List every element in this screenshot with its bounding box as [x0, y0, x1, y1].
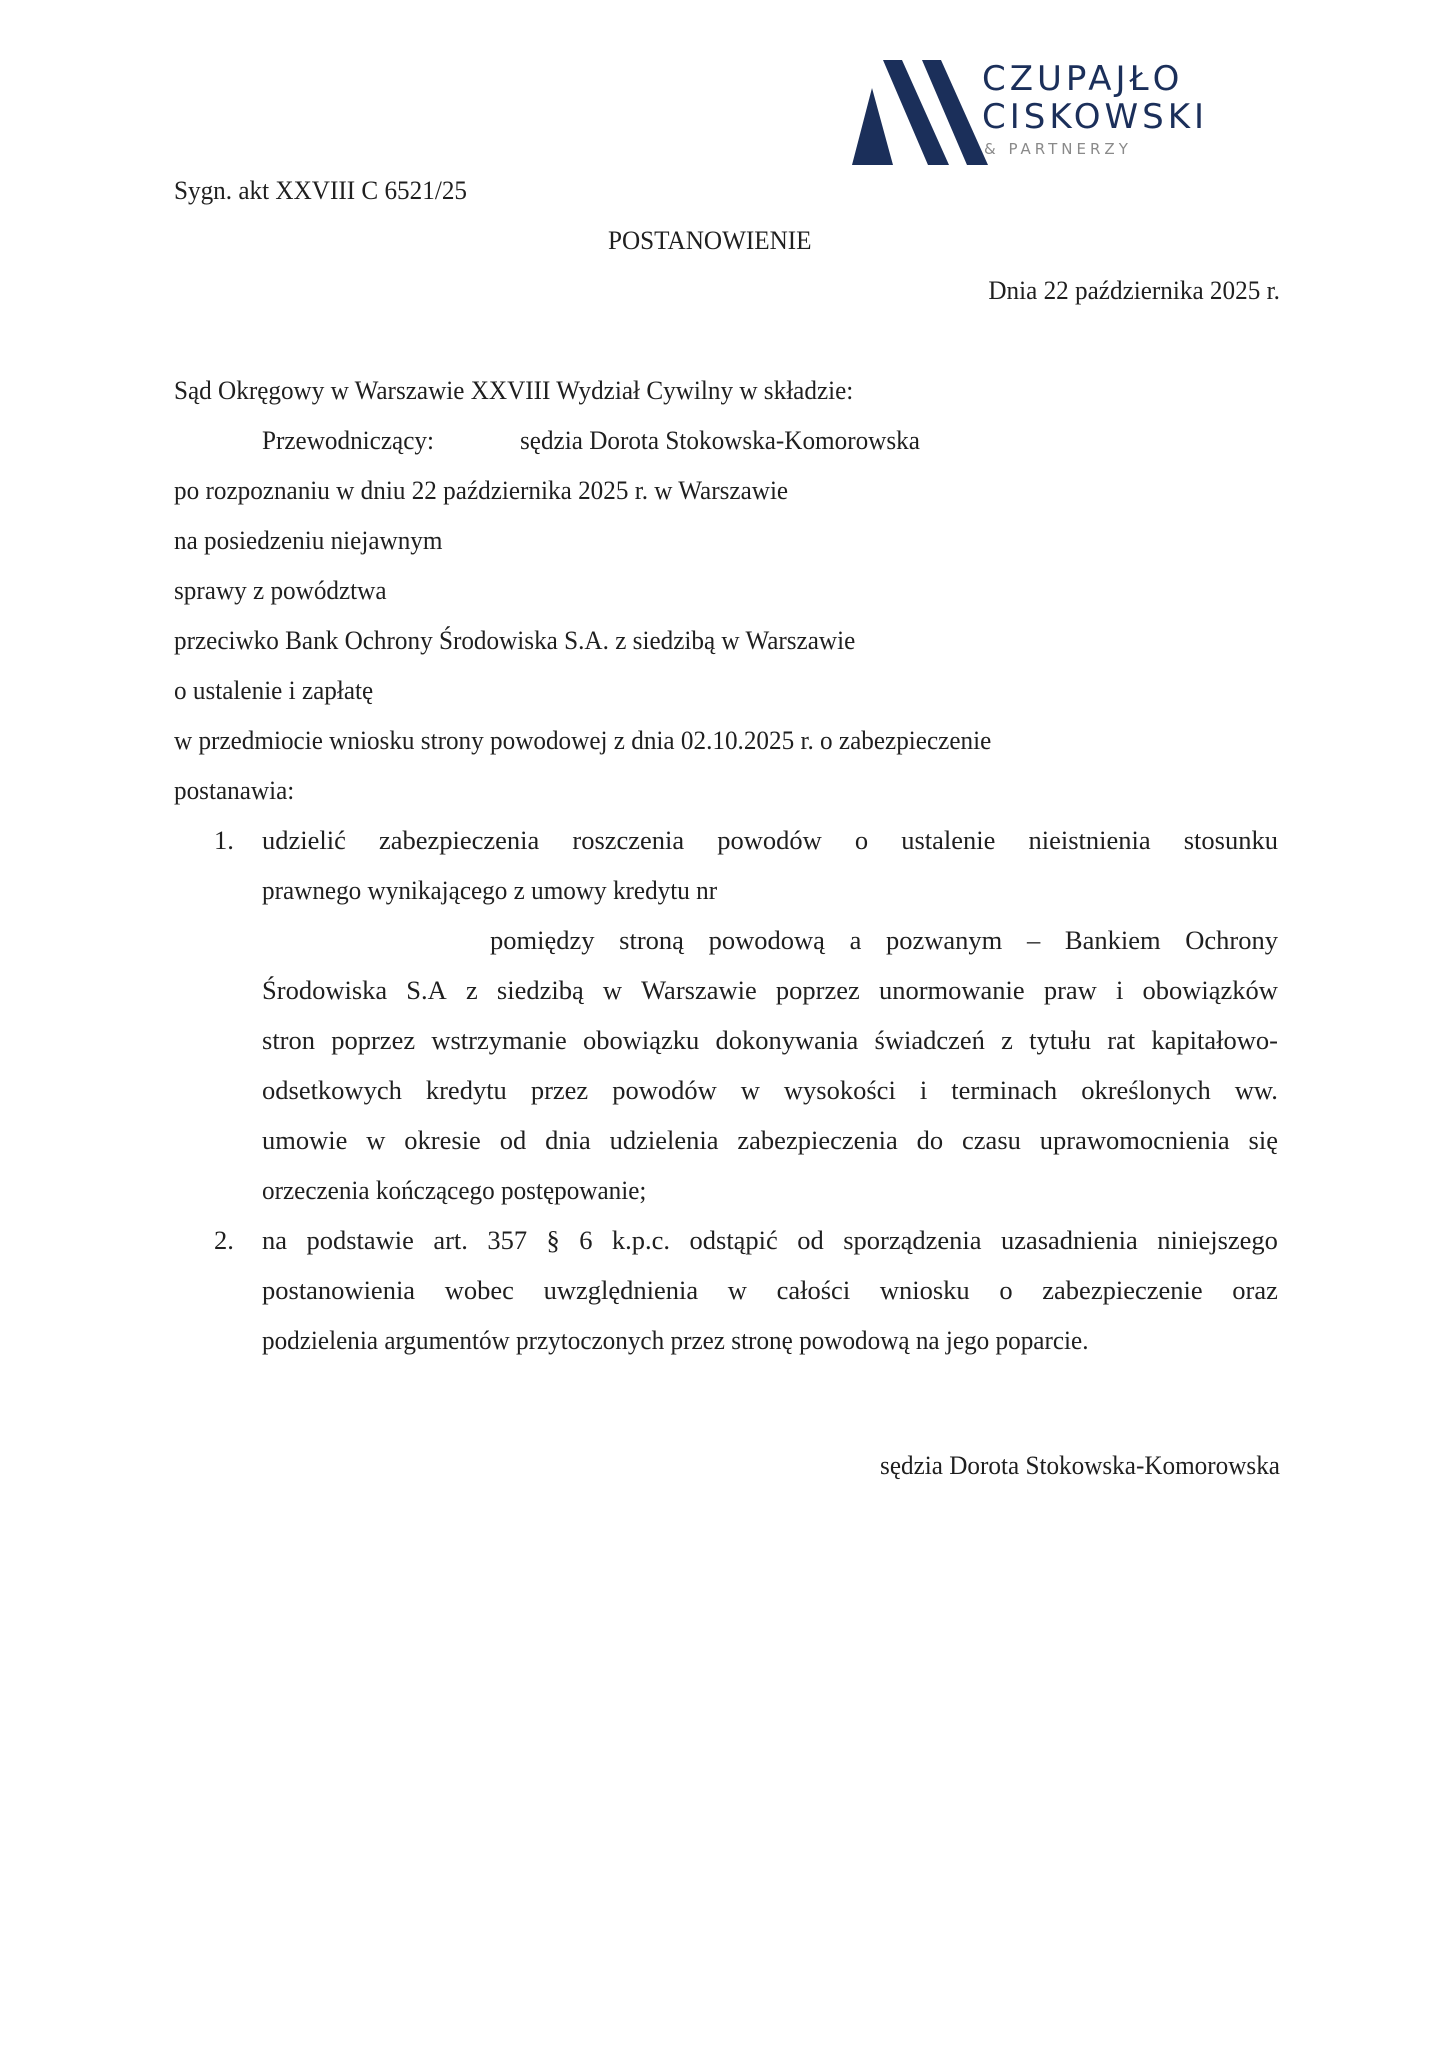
ruling-2-line-2 — [262, 1274, 1278, 1306]
word: 357 — [487, 1225, 528, 1255]
word: podstawie — [306, 1225, 414, 1255]
word: wysokości — [783, 1075, 896, 1105]
word: uprawomocnienia — [1039, 1125, 1230, 1155]
word: kapitałowo- — [1151, 1025, 1278, 1055]
word: przez — [530, 1075, 589, 1105]
word: poprzez — [331, 1025, 416, 1055]
word: art. — [433, 1225, 468, 1255]
word: w — [740, 1075, 760, 1105]
word: świadczeń — [874, 1025, 985, 1055]
word: dokonywania — [715, 1025, 859, 1055]
word: oraz — [1232, 1275, 1278, 1305]
word: praw — [1043, 975, 1097, 1005]
word: uzasadnienia — [1000, 1225, 1138, 1255]
law-firm-logo — [848, 56, 1268, 168]
word: nieistnienia — [1028, 825, 1151, 855]
word: udzielić — [262, 825, 346, 855]
word: w — [602, 975, 623, 1005]
word: o — [854, 825, 869, 855]
word: tytułu — [1029, 1025, 1091, 1055]
word: Warszawie — [641, 975, 757, 1005]
word: dnia — [545, 1125, 591, 1155]
court-name: Sąd Okręgowy w Warszawie XXVIII Wydział Cywilny w składzie: — [174, 375, 854, 405]
logo-subtitle: & PARTNERZY — [984, 140, 1132, 158]
word: odstąpić — [689, 1225, 778, 1255]
logo-line-1: CZUPAJŁO — [982, 59, 1184, 99]
word: Ochrony — [1185, 925, 1278, 955]
word: ww. — [1234, 1075, 1278, 1105]
word: roszczenia — [572, 825, 685, 855]
word: stron — [262, 1025, 315, 1055]
word: wstrzymanie — [431, 1025, 567, 1055]
word: – — [1026, 925, 1041, 955]
case-claim-line: sprawy z powództwa — [174, 575, 387, 605]
word: w — [727, 1275, 747, 1305]
word: obowiązków — [1142, 975, 1278, 1005]
presiding-label: Przewodniczący: — [262, 425, 434, 455]
word: niniejszego — [1157, 1225, 1278, 1255]
word: ustalenie — [901, 825, 996, 855]
word: § — [546, 1225, 560, 1255]
word: k.p.c. — [611, 1225, 671, 1255]
document-date: Dnia 22 października 2025 r. — [988, 275, 1280, 305]
document-title: POSTANOWIENIE — [608, 225, 812, 255]
word: zabezpieczenie — [1042, 1275, 1203, 1305]
word: się — [1248, 1125, 1278, 1155]
logo-firm-name — [982, 60, 1208, 136]
ruling-1-line-4 — [262, 974, 1278, 1006]
ruling-1-line-3 — [490, 924, 1278, 956]
ruling-2-line-3: podzielenia argumentów przytoczonych przez stronę powodową na jego poparcie. — [262, 1325, 1089, 1355]
hearing-date-line: po rozpoznaniu w dniu 22 października 2025 r. w Warszawie — [174, 475, 789, 505]
word: o — [999, 1275, 1013, 1305]
word: od — [499, 1125, 527, 1155]
word: rat — [1107, 1025, 1136, 1055]
word: a — [849, 925, 862, 955]
word: stosunku — [1183, 825, 1278, 855]
word: pomiędzy — [490, 925, 595, 955]
word: terminach — [951, 1075, 1058, 1105]
word: zabezpieczenia — [737, 1125, 898, 1155]
word: wniosku — [879, 1275, 970, 1305]
defendant-line: przeciwko Bank Ochrony Środowiska S.A. z siedzibą w Warszawie — [174, 625, 856, 655]
word: czasu — [962, 1125, 1021, 1155]
word: powodową — [708, 925, 825, 955]
word: stroną — [619, 925, 684, 955]
word: kredytu — [425, 1075, 507, 1105]
word: pozwanym — [886, 925, 1003, 955]
ruling-1-line-7 — [262, 1124, 1278, 1156]
word: całości — [776, 1275, 851, 1305]
ruling-1-number: 1. — [214, 825, 234, 855]
word: powodów — [717, 825, 822, 855]
word: 6 — [579, 1225, 593, 1255]
word: powodów — [612, 1075, 717, 1105]
word: i — [919, 1075, 928, 1105]
word: Środowiska — [262, 975, 388, 1005]
word: zabezpieczenia — [378, 825, 540, 855]
subject-line: o ustalenie i zapłatę — [174, 675, 374, 705]
word: i — [1115, 975, 1124, 1005]
ruling-1-line-8: orzeczenia kończącego postępowanie; — [262, 1175, 647, 1205]
presiding-judge: sędzia Dorota Stokowska-Komorowska — [520, 425, 920, 455]
word: wobec — [444, 1275, 514, 1305]
word: od — [797, 1225, 824, 1255]
word: odsetkowych — [262, 1075, 402, 1105]
word: sporządzenia — [843, 1225, 982, 1255]
ruling-2-number: 2. — [214, 1225, 234, 1255]
logo-line-2: CISKOWSKI — [982, 97, 1209, 137]
law-firm-logo-mark-icon — [848, 56, 993, 168]
word: postanowienia — [262, 1275, 416, 1305]
judge-signature: sędzia Dorota Stokowska-Komorowska — [880, 1450, 1280, 1480]
word: udzielenia — [609, 1125, 719, 1155]
ruling-1-line-6 — [262, 1074, 1278, 1106]
word: poprzez — [775, 975, 860, 1005]
motion-line: w przedmiocie wniosku strony powodowej z dnia 02.10.2025 r. o zabezpieczenie — [174, 725, 992, 755]
word: na — [262, 1225, 288, 1255]
word: z — [465, 975, 478, 1005]
session-type-line: na posiedzeniu niejawnym — [174, 525, 443, 555]
ruling-1-line-1 — [262, 824, 1278, 856]
word: umowie — [262, 1125, 348, 1155]
word: unormowanie — [878, 975, 1025, 1005]
word: uwzględnienia — [543, 1275, 699, 1305]
ruling-1-line-2: prawnego wynikającego z umowy kredytu nr — [262, 875, 718, 905]
word: do — [916, 1125, 944, 1155]
case-number: Sygn. akt XXVIII C 6521/25 — [174, 175, 468, 205]
decides-line: postanawia: — [174, 775, 295, 805]
word: określonych — [1081, 1075, 1211, 1105]
word: okresie — [404, 1125, 481, 1155]
word: obowiązku — [582, 1025, 700, 1055]
word: S.A — [406, 975, 447, 1005]
word: Bankiem — [1064, 925, 1161, 955]
ruling-2-line-1 — [262, 1224, 1278, 1256]
word: siedzibą — [496, 975, 584, 1005]
word: w — [366, 1125, 386, 1155]
word: z — [1001, 1025, 1013, 1055]
ruling-1-line-5 — [262, 1024, 1278, 1056]
